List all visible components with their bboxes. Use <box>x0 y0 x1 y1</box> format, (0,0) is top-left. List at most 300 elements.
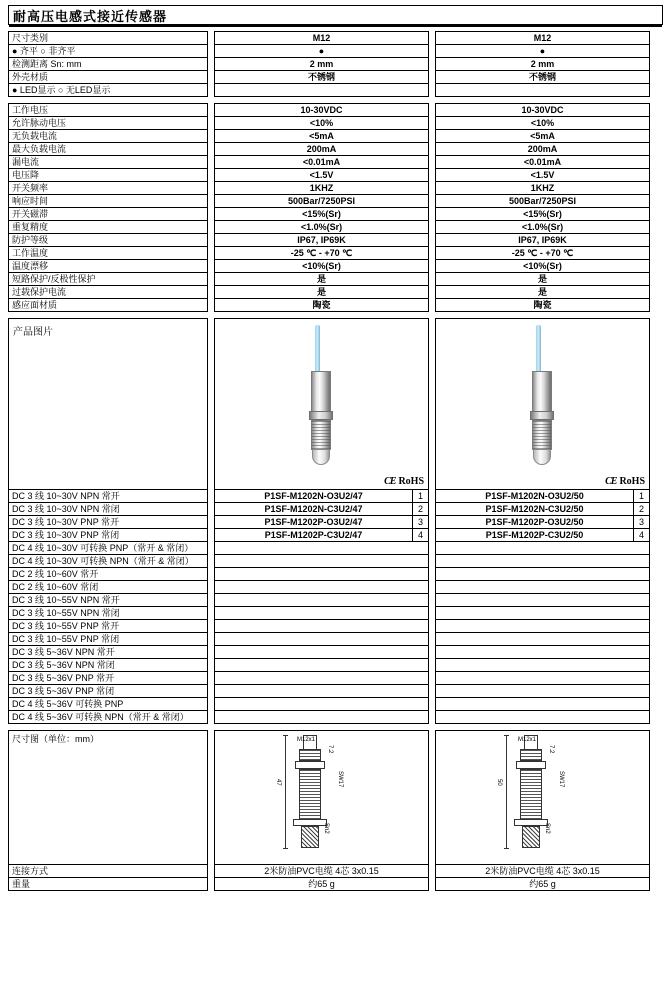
dim-sw: SW17 <box>337 771 343 788</box>
model-name: P1SF-M1202N-O3U2/47 <box>215 490 413 503</box>
table-row <box>9 286 208 299</box>
param-label: 短路保护/反极性保护 <box>9 273 208 286</box>
table-row <box>436 286 650 299</box>
dim-tick <box>283 848 288 849</box>
table-row <box>436 646 650 659</box>
empty-cell <box>436 555 650 568</box>
hex-nut-section <box>516 761 546 769</box>
table-row <box>215 58 429 71</box>
model-index: 1 <box>413 490 429 503</box>
table-row <box>215 568 429 581</box>
param-value: 陶瓷 <box>215 299 429 312</box>
table-row <box>9 71 208 84</box>
empty-cell <box>436 620 650 633</box>
dimension-drawing-m12-47 <box>214 730 429 865</box>
param-value: -25 ℃ - +70 ℃ <box>436 247 650 260</box>
spec-header-table <box>214 31 429 97</box>
table-row <box>436 529 650 542</box>
thread-graphic <box>311 420 331 450</box>
param-value: 10-30VDC <box>215 104 429 117</box>
model-table-m12-50 <box>435 489 650 724</box>
param-value: 500Bar/7250PSI <box>436 195 650 208</box>
param-value: <0.01mA <box>215 156 429 169</box>
model-index: 4 <box>413 529 429 542</box>
table-row <box>9 117 208 130</box>
param-label: 感应面材质 <box>9 299 208 312</box>
certification-marks <box>605 476 645 487</box>
model-index: 3 <box>413 516 429 529</box>
table-row <box>215 221 429 234</box>
param-label: 允许脉动电压 <box>9 117 208 130</box>
table-row <box>9 208 208 221</box>
table-row <box>436 45 650 58</box>
empty-cell <box>215 633 429 646</box>
model-index: 1 <box>634 490 650 503</box>
table-row <box>436 182 650 195</box>
thread-section <box>520 749 542 761</box>
footer-table-m12-50 <box>435 864 650 891</box>
barrel-graphic <box>311 371 331 415</box>
ce-icon: CE <box>605 476 617 487</box>
dim-tick <box>283 735 288 736</box>
table-row <box>436 878 650 891</box>
wiring-label: DC 3 线 10~30V NPN 常闭 <box>9 503 208 516</box>
thread-graphic <box>532 420 552 450</box>
empty-cell <box>215 659 429 672</box>
param-value: 1KHZ <box>215 182 429 195</box>
dim-tick <box>504 735 509 736</box>
ce-icon: CE <box>384 476 396 487</box>
table-row <box>215 646 429 659</box>
table-row <box>436 503 650 516</box>
table-row <box>436 58 650 71</box>
empty-cell <box>436 685 650 698</box>
dimension-label: 尺寸图（单位：mm） <box>12 734 99 744</box>
dim-sn: Sn2 <box>544 823 550 834</box>
footer-label-table <box>8 864 208 891</box>
table-row <box>436 594 650 607</box>
param-value: 200mA <box>215 143 429 156</box>
spec-label-flush: ● 齐平 ○ 非齐平 <box>9 45 208 58</box>
table-row <box>436 143 650 156</box>
param-value: <15%(Sr) <box>436 208 650 221</box>
param-label: 开关磁滞 <box>9 208 208 221</box>
model-index: 4 <box>634 529 650 542</box>
table-row <box>436 130 650 143</box>
table-row <box>9 84 208 97</box>
table-row <box>215 516 429 529</box>
param-value: 是 <box>215 273 429 286</box>
table-row <box>436 685 650 698</box>
table-row <box>9 234 208 247</box>
empty-cell <box>215 698 429 711</box>
column-m12-47 <box>214 31 429 891</box>
param-value: 是 <box>436 286 650 299</box>
table-row <box>9 143 208 156</box>
table-row <box>436 299 650 312</box>
table-row <box>215 273 429 286</box>
table-row <box>9 698 208 711</box>
table-row <box>215 555 429 568</box>
table-row <box>215 195 429 208</box>
sensing-face-section <box>301 826 319 848</box>
table-row <box>436 117 650 130</box>
dim-line-vertical <box>285 735 286 848</box>
hex-nut-graphic <box>309 411 333 420</box>
table-row <box>9 555 208 568</box>
footer-connection: 2米防油PVC电缆 4芯 3x0.15 <box>215 865 429 878</box>
wiring-label: DC 2 线 10~60V 常闭 <box>9 581 208 594</box>
table-row <box>215 117 429 130</box>
certification-marks <box>384 476 424 487</box>
empty-cell <box>215 646 429 659</box>
table-row <box>215 130 429 143</box>
rohs-icon: RoHS <box>398 476 424 487</box>
empty-cell <box>436 542 650 555</box>
dim-total-length: 47 <box>275 779 281 786</box>
param-value: 500Bar/7250PSI <box>215 195 429 208</box>
table-row <box>215 529 429 542</box>
wiring-label: DC 4 线 5~36V 可转换 NPN（常开 & 常闭） <box>9 711 208 724</box>
table-row <box>215 685 429 698</box>
param-label: 无负载电流 <box>9 130 208 143</box>
table-row <box>436 260 650 273</box>
empty-cell <box>436 698 650 711</box>
model-name: P1SF-M1202P-O3U2/47 <box>215 516 413 529</box>
table-row <box>215 865 429 878</box>
param-value: <1.0%(Sr) <box>215 221 429 234</box>
size-value: M12 <box>215 32 429 45</box>
table-row <box>9 169 208 182</box>
param-label: 过载保护电流 <box>9 286 208 299</box>
param-value: <15%(Sr) <box>215 208 429 221</box>
param-label-table <box>8 103 208 312</box>
param-value: 10-30VDC <box>436 104 650 117</box>
table-row <box>215 247 429 260</box>
dimension-drawing-m12-50 <box>435 730 650 865</box>
model-table-m12-47 <box>214 489 429 724</box>
empty-cell <box>436 581 650 594</box>
param-value: <1.0%(Sr) <box>436 221 650 234</box>
param-value: <0.01mA <box>436 156 650 169</box>
table-row <box>215 299 429 312</box>
param-label: 电压降 <box>9 169 208 182</box>
table-row <box>9 633 208 646</box>
table-row <box>436 104 650 117</box>
barrel-section <box>520 769 542 821</box>
hex-nut-section <box>295 761 325 769</box>
model-name: P1SF-M1202N-O3U2/50 <box>436 490 634 503</box>
table-row <box>215 234 429 247</box>
table-row <box>9 516 208 529</box>
size-value: M12 <box>436 32 650 45</box>
empty-cell <box>215 542 429 555</box>
table-row <box>9 490 208 503</box>
table-row <box>9 104 208 117</box>
table-row <box>9 568 208 581</box>
param-value: <10%(Sr) <box>215 260 429 273</box>
table-row <box>215 32 429 45</box>
param-label: 漏电流 <box>9 156 208 169</box>
product-image-cell <box>8 318 208 490</box>
barrel-section <box>299 769 321 821</box>
table-row <box>215 698 429 711</box>
table-row <box>215 104 429 117</box>
table-row <box>436 555 650 568</box>
page-title: 耐高压电感式接近传感器 <box>8 5 663 25</box>
table-row <box>9 221 208 234</box>
empty-cell <box>215 607 429 620</box>
param-value-table <box>435 103 650 312</box>
spec-label-led: ● LED显示 ○ 无LED显示 <box>9 84 208 97</box>
table-row <box>9 542 208 555</box>
table-row <box>9 646 208 659</box>
param-value: 1KHZ <box>436 182 650 195</box>
table-row <box>436 234 650 247</box>
dim-tick <box>504 848 509 849</box>
empty-cell <box>215 711 429 724</box>
table-row <box>215 672 429 685</box>
table-row <box>9 711 208 724</box>
table-row <box>436 542 650 555</box>
product-photo-m12-47 <box>214 318 429 490</box>
table-row <box>436 620 650 633</box>
table-row <box>215 878 429 891</box>
table-row <box>215 71 429 84</box>
table-row <box>436 633 650 646</box>
table-row <box>9 529 208 542</box>
flange-section <box>514 819 548 826</box>
led-value <box>215 84 429 97</box>
dim-small-dia: 7.2 <box>548 745 554 754</box>
main-grid <box>8 31 663 891</box>
table-row <box>9 32 208 45</box>
table-row <box>436 865 650 878</box>
table-row <box>436 32 650 45</box>
param-label: 重复精度 <box>9 221 208 234</box>
table-row <box>9 299 208 312</box>
dim-line-vertical <box>506 735 507 848</box>
empty-cell <box>436 711 650 724</box>
table-row <box>436 169 650 182</box>
dim-sw: SW17 <box>558 771 564 788</box>
model-index: 2 <box>413 503 429 516</box>
empty-cell <box>436 646 650 659</box>
table-row <box>436 698 650 711</box>
table-row <box>215 659 429 672</box>
led-value <box>436 84 650 97</box>
empty-cell <box>215 672 429 685</box>
table-row <box>9 182 208 195</box>
flange-section <box>293 819 327 826</box>
empty-cell <box>215 555 429 568</box>
empty-cell <box>215 581 429 594</box>
table-row <box>215 260 429 273</box>
footer-weight: 约65 g <box>215 878 429 891</box>
table-row <box>9 685 208 698</box>
spec-label-housing: 外壳材质 <box>9 71 208 84</box>
table-row <box>9 195 208 208</box>
param-value: IP67, IP69K <box>215 234 429 247</box>
model-name: P1SF-M1202P-C3U2/50 <box>436 529 634 542</box>
param-value: 是 <box>215 286 429 299</box>
empty-cell <box>436 594 650 607</box>
sensor-illustration <box>436 319 649 489</box>
left-column <box>8 31 208 891</box>
table-row <box>9 878 208 891</box>
wiring-label: DC 4 线 5~36V 可转换 PNP <box>9 698 208 711</box>
footer-table-m12-47 <box>214 864 429 891</box>
table-row <box>215 503 429 516</box>
empty-cell <box>215 685 429 698</box>
model-name: P1SF-M1202P-O3U2/50 <box>436 516 634 529</box>
wiring-label: DC 3 线 10~55V NPN 常闭 <box>9 607 208 620</box>
table-row <box>436 490 650 503</box>
empty-cell <box>436 568 650 581</box>
footer-label-weight: 重量 <box>9 878 208 891</box>
empty-cell <box>436 659 650 672</box>
table-row <box>436 221 650 234</box>
dim-sn: Sn2 <box>323 823 329 834</box>
wiring-label: DC 3 线 5~36V PNP 常开 <box>9 672 208 685</box>
empty-cell <box>215 594 429 607</box>
param-value: <10% <box>215 117 429 130</box>
table-row <box>436 711 650 724</box>
wiring-label: DC 4 线 10~30V 可转换 NPN（常开 & 常闭） <box>9 555 208 568</box>
empty-cell <box>436 672 650 685</box>
table-row <box>436 71 650 84</box>
table-row <box>436 84 650 97</box>
param-label: 工作电压 <box>9 104 208 117</box>
table-row <box>9 594 208 607</box>
flush-mark: ● <box>436 45 650 58</box>
table-row <box>9 247 208 260</box>
table-row <box>436 247 650 260</box>
table-row <box>215 490 429 503</box>
wiring-label: DC 3 线 5~36V NPN 常闭 <box>9 659 208 672</box>
wiring-label: DC 3 线 10~55V PNP 常闭 <box>9 633 208 646</box>
dimension-label-cell <box>8 730 208 865</box>
table-row <box>215 182 429 195</box>
table-row <box>215 169 429 182</box>
param-label: 温度漂移 <box>9 260 208 273</box>
housing-value: 不锈钢 <box>436 71 650 84</box>
model-index: 3 <box>634 516 650 529</box>
product-photo-m12-50 <box>435 318 650 490</box>
table-row <box>215 84 429 97</box>
table-row <box>9 45 208 58</box>
wiring-label: DC 3 线 5~36V PNP 常闭 <box>9 685 208 698</box>
table-row <box>9 659 208 672</box>
table-row <box>215 607 429 620</box>
empty-cell <box>215 568 429 581</box>
dim-small-dia: 7.2 <box>327 745 333 754</box>
table-row <box>215 208 429 221</box>
wiring-label: DC 3 线 10~30V PNP 常开 <box>9 516 208 529</box>
param-value: 陶瓷 <box>436 299 650 312</box>
table-row <box>215 143 429 156</box>
empty-cell <box>215 620 429 633</box>
table-row <box>9 130 208 143</box>
table-row <box>9 58 208 71</box>
wiring-label: DC 3 线 10~30V PNP 常闭 <box>9 529 208 542</box>
table-row <box>215 633 429 646</box>
table-row <box>436 672 650 685</box>
table-row <box>215 45 429 58</box>
table-row <box>9 156 208 169</box>
wiring-label: DC 3 线 10~55V NPN 常开 <box>9 594 208 607</box>
table-row <box>9 672 208 685</box>
dim-thread-label: M12x1 <box>297 737 316 743</box>
model-name: P1SF-M1202N-C3U2/50 <box>436 503 634 516</box>
distance-value: 2 mm <box>436 58 650 71</box>
param-value: <1.5V <box>215 169 429 182</box>
wiring-label: DC 3 线 5~36V NPN 常开 <box>9 646 208 659</box>
table-row <box>436 195 650 208</box>
footer-connection: 2米防油PVC电缆 4芯 3x0.15 <box>436 865 650 878</box>
spec-header-table <box>435 31 650 97</box>
sensing-face-section <box>522 826 540 848</box>
distance-value: 2 mm <box>215 58 429 71</box>
spec-label-size: 尺寸类别 <box>9 32 208 45</box>
param-label: 开关频率 <box>9 182 208 195</box>
column-m12-50 <box>435 31 650 891</box>
param-label: 防护等级 <box>9 234 208 247</box>
sensing-tip-graphic <box>533 449 551 465</box>
table-row <box>9 620 208 633</box>
model-name: P1SF-M1202P-C3U2/47 <box>215 529 413 542</box>
table-row <box>9 607 208 620</box>
table-row <box>215 581 429 594</box>
wiring-label: DC 2 线 10~60V 常开 <box>9 568 208 581</box>
param-value: <10%(Sr) <box>436 260 650 273</box>
param-value: -25 ℃ - +70 ℃ <box>215 247 429 260</box>
model-index: 2 <box>634 503 650 516</box>
flush-mark: ● <box>215 45 429 58</box>
wiring-label-table <box>8 489 208 724</box>
empty-cell <box>436 607 650 620</box>
wiring-label: DC 4 线 10~30V 可转换 PNP（常开 & 常闭） <box>9 542 208 555</box>
param-value: <10% <box>436 117 650 130</box>
barrel-graphic <box>532 371 552 415</box>
wiring-label: DC 3 线 10~55V PNP 常开 <box>9 620 208 633</box>
table-row <box>215 620 429 633</box>
table-row <box>215 156 429 169</box>
table-row <box>436 156 650 169</box>
housing-value: 不锈钢 <box>215 71 429 84</box>
model-name: P1SF-M1202N-C3U2/47 <box>215 503 413 516</box>
rohs-icon: RoHS <box>619 476 645 487</box>
sensor-illustration <box>215 319 428 489</box>
spec-header-table <box>8 31 208 97</box>
product-image-label: 产品图片 <box>13 327 53 338</box>
table-row <box>215 542 429 555</box>
param-value: IP67, IP69K <box>436 234 650 247</box>
table-row <box>9 503 208 516</box>
empty-cell <box>436 633 650 646</box>
table-row <box>436 516 650 529</box>
sensing-tip-graphic <box>312 449 330 465</box>
dim-total-length: 50 <box>496 779 502 786</box>
table-row <box>9 865 208 878</box>
param-label: 最大负载电流 <box>9 143 208 156</box>
param-value: <1.5V <box>436 169 650 182</box>
table-row <box>436 273 650 286</box>
param-value: <5mA <box>436 130 650 143</box>
table-row <box>215 594 429 607</box>
param-label: 响应时间 <box>9 195 208 208</box>
table-row <box>215 286 429 299</box>
